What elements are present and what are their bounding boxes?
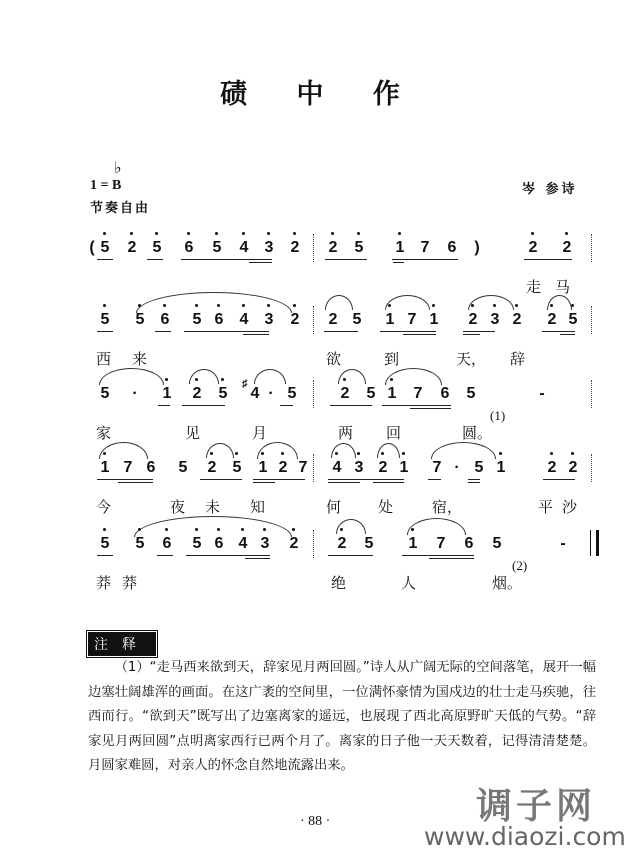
octave-dot [571,452,574,455]
page-number: · 88 · [300,814,331,829]
note: 4 [236,534,250,554]
lyric: 到 [384,350,400,368]
beam-underline [328,555,373,556]
note: 2 [125,238,139,258]
octave-dot [155,232,158,235]
beam-underline [429,558,474,559]
lyric: 人 [401,574,417,592]
lyric: 天， [456,350,487,368]
beam-underline [147,259,163,260]
beam-underline [392,259,458,260]
beam-underline [410,408,451,409]
note: 5 [98,534,112,554]
octave-dot [331,232,334,235]
octave-dot [187,232,190,235]
sharp-sign: ♯ [242,378,248,390]
octave-dot [293,304,296,307]
beam-underline [243,334,269,335]
beam-underline [158,405,170,406]
note: - [539,385,545,402]
note: 1 [406,534,420,554]
beam-underline [181,259,272,260]
footnote-mark: (1) [490,408,506,423]
note: 5 [190,534,204,554]
lyric: 欲 [326,350,342,368]
beam-underline [373,482,404,483]
beam-underline [280,405,293,406]
page-title: 碛 中 作 [220,79,420,110]
octave-dot [130,232,133,235]
note: 2 [338,384,352,404]
beam-underline [184,331,269,332]
barline [313,530,314,558]
octave-dot [292,528,295,531]
note: 2 [287,534,301,554]
beam-underline [97,331,113,332]
lyric: 平 [538,498,554,516]
note: 7 [436,535,446,552]
octave-dot [432,304,435,307]
note: 4 [250,385,260,402]
octave-dot [103,528,106,531]
note: 3 [262,310,276,330]
lyric: 走 [526,278,542,296]
note: 4 [237,238,251,258]
lyric: 今 [96,498,112,516]
lyric: 何 [326,498,342,516]
beam-underline [524,259,572,260]
note: 1 [383,310,397,330]
beam-underline [155,331,171,332]
lyric: 马 [555,278,571,296]
beam-underline [157,555,173,556]
score-row [0,378,640,454]
beam-underline [118,482,153,483]
note: 2 [545,458,559,478]
barline [313,234,314,262]
note: - [560,535,566,552]
note: 7 [432,459,442,476]
notes-text [88,656,596,779]
note: 5 [178,459,188,476]
barline [313,306,314,334]
attribution: 岑 参诗 [522,182,578,197]
lyric: 见 [185,424,201,442]
lyric: 圆。 [462,424,493,442]
beam-underline [428,479,441,480]
beam-underline [330,405,372,406]
note: 1 [160,384,174,404]
octave-dot [531,232,534,235]
note: 6 [212,310,226,330]
lyric: 宿， [432,498,463,516]
score-row [0,238,640,308]
note: 2 [510,310,524,330]
note: 2 [205,458,219,478]
beam-underline [393,262,404,263]
beam-underline [182,405,225,406]
lyric: 辞 [510,350,526,368]
lyric: 莽 [122,574,138,592]
note: 7 [298,459,308,476]
note: 2 [326,238,340,258]
note: 5 [352,238,366,258]
octave-dot [103,232,106,235]
note: 2 [466,310,480,330]
final-barline [590,530,599,556]
note: 1 [393,238,407,258]
lyric: 夜 [170,498,186,516]
beam-underline [186,555,270,556]
note: 5 [133,310,147,330]
notes-label: 注释 [88,632,156,656]
score-row [0,534,640,604]
lyric: 烟。 [492,574,523,592]
tempo-marking: 节奏自由 [90,201,151,216]
note: 6 [146,459,156,476]
note: 2 [560,238,574,258]
lyric: 月 [252,424,268,442]
score-row [0,310,640,380]
watermark-url: www.diaozi.com [424,822,626,851]
note: 5 [230,458,244,478]
beam-underline [245,558,270,559]
note: 2 [328,311,338,328]
note: 5 [366,385,376,402]
lyric: 知 [250,498,266,516]
score-row [0,458,640,528]
octave-dot [235,452,238,455]
note: · [132,385,138,402]
note-paragraph-1: （1）“走马西来欲到天，辞家见月两回圆。”诗人从广阔无际的空间落笔，展开一幅边塞壮阔雄浑的画面。在这广袤的空间里，一位满怀豪情为国戍边的壮士走马疾驰，往西而行。“欲到天”既写出了边塞离家的遥远，也展现了西北高原野旷天低的气势。“辞家见月两回圆”点明离家西行已两个月了。离家的日子他一天天数着，记得清清楚楚。月圆家难圆，对亲人的怀念自然地流露出来。 [88,660,596,773]
beam-underline [543,479,575,480]
note: 1 [494,458,508,478]
octave-dot [515,304,518,307]
note: 5 [190,310,204,330]
note: 1 [385,384,399,404]
beam-underline [253,482,275,483]
beam-underline [200,479,242,480]
note: 2 [288,238,302,258]
note: 3 [258,534,272,554]
beam-underline [380,331,436,332]
note: 5 [216,384,230,404]
note: 2 [190,384,204,404]
octave-dot [357,452,360,455]
octave-dot [221,378,224,381]
note: 4 [237,310,251,330]
beam-underline [97,479,153,480]
beam-underline [325,259,367,260]
lyric: 绝 [331,574,347,592]
octave-dot [165,378,168,381]
note: 7 [123,459,133,476]
octave-dot [215,232,218,235]
note: 5 [210,238,224,258]
octave-dot [293,232,296,235]
note: 6 [464,535,474,552]
octave-dot [267,232,270,235]
beam-underline [382,405,451,406]
beam-underline [468,482,480,483]
barline [591,234,592,262]
note: 5 [352,311,362,328]
key-signature: 1 = B [90,178,122,193]
note: 3 [352,458,366,478]
note: 6 [447,239,457,256]
lyric: 沙 [562,498,578,516]
beam-underline [463,334,480,335]
beam-underline [560,334,575,335]
note: 1 [427,310,441,330]
note: 2 [376,458,390,478]
octave-dot [565,232,568,235]
watermark-chinese: 调子网 [476,786,597,827]
lyric: 家 [96,424,112,442]
flat-sign: ♭ [114,160,122,177]
note: 6 [160,534,174,554]
octave-dot [402,452,405,455]
lyric: 未 [205,498,221,516]
barline [591,380,592,408]
beam-underline [403,334,436,335]
note: 2 [545,310,559,330]
note: 6 [440,385,450,402]
lyric: 来 [132,350,148,368]
note: · [268,385,274,402]
note: 6 [158,310,172,330]
barline [591,454,592,482]
octave-dot [357,232,360,235]
note: 5 [474,459,484,476]
note: 2 [566,458,580,478]
lyric: 莽 [96,574,112,592]
note: 5 [566,310,580,330]
note: 5 [492,535,502,552]
note: 1 [397,458,411,478]
note: 5 [364,535,374,552]
octave-dot [103,304,106,307]
note: 1 [256,458,270,478]
note: ( [89,239,95,256]
beam-underline [468,479,480,480]
barline [591,306,592,334]
note: 5 [98,310,112,330]
beam-underline [328,479,404,480]
note: 7 [413,385,423,402]
octave-dot [550,452,553,455]
beam-underline [253,479,305,480]
lyric: 处 [378,498,394,516]
note: 2 [276,458,290,478]
note: 4 [330,458,344,478]
lyric: 回 [386,424,402,442]
beam-underline [97,555,113,556]
note: 2 [526,238,540,258]
beam-underline [542,331,575,332]
beam-underline [463,331,495,332]
lyric: 两 [338,424,354,442]
octave-dot [499,452,502,455]
note: 3 [488,310,502,330]
lyric: 西 [96,350,112,368]
beam-underline [324,331,358,332]
note: 2 [335,534,349,554]
beam-underline [402,555,474,556]
beam-underline [97,259,113,260]
note: 5 [133,534,147,554]
note: · [454,459,460,476]
barline [313,454,314,482]
note: 5 [98,238,112,258]
note: 5 [100,385,110,402]
note: ) [474,239,480,256]
note: 2 [288,310,302,330]
note: 6 [212,534,226,554]
note: 6 [182,238,196,258]
note: 7 [420,239,430,256]
note: 3 [262,238,276,258]
beam-underline [328,482,360,483]
beam-underline [249,262,272,263]
note: 5 [287,385,297,402]
footnote-mark: (2) [512,558,528,573]
barline [313,380,314,408]
note: 7 [407,311,417,328]
note: 5 [466,385,476,402]
octave-dot [242,232,245,235]
note: 1 [98,458,112,478]
octave-dot [398,232,401,235]
note: 5 [150,238,164,258]
